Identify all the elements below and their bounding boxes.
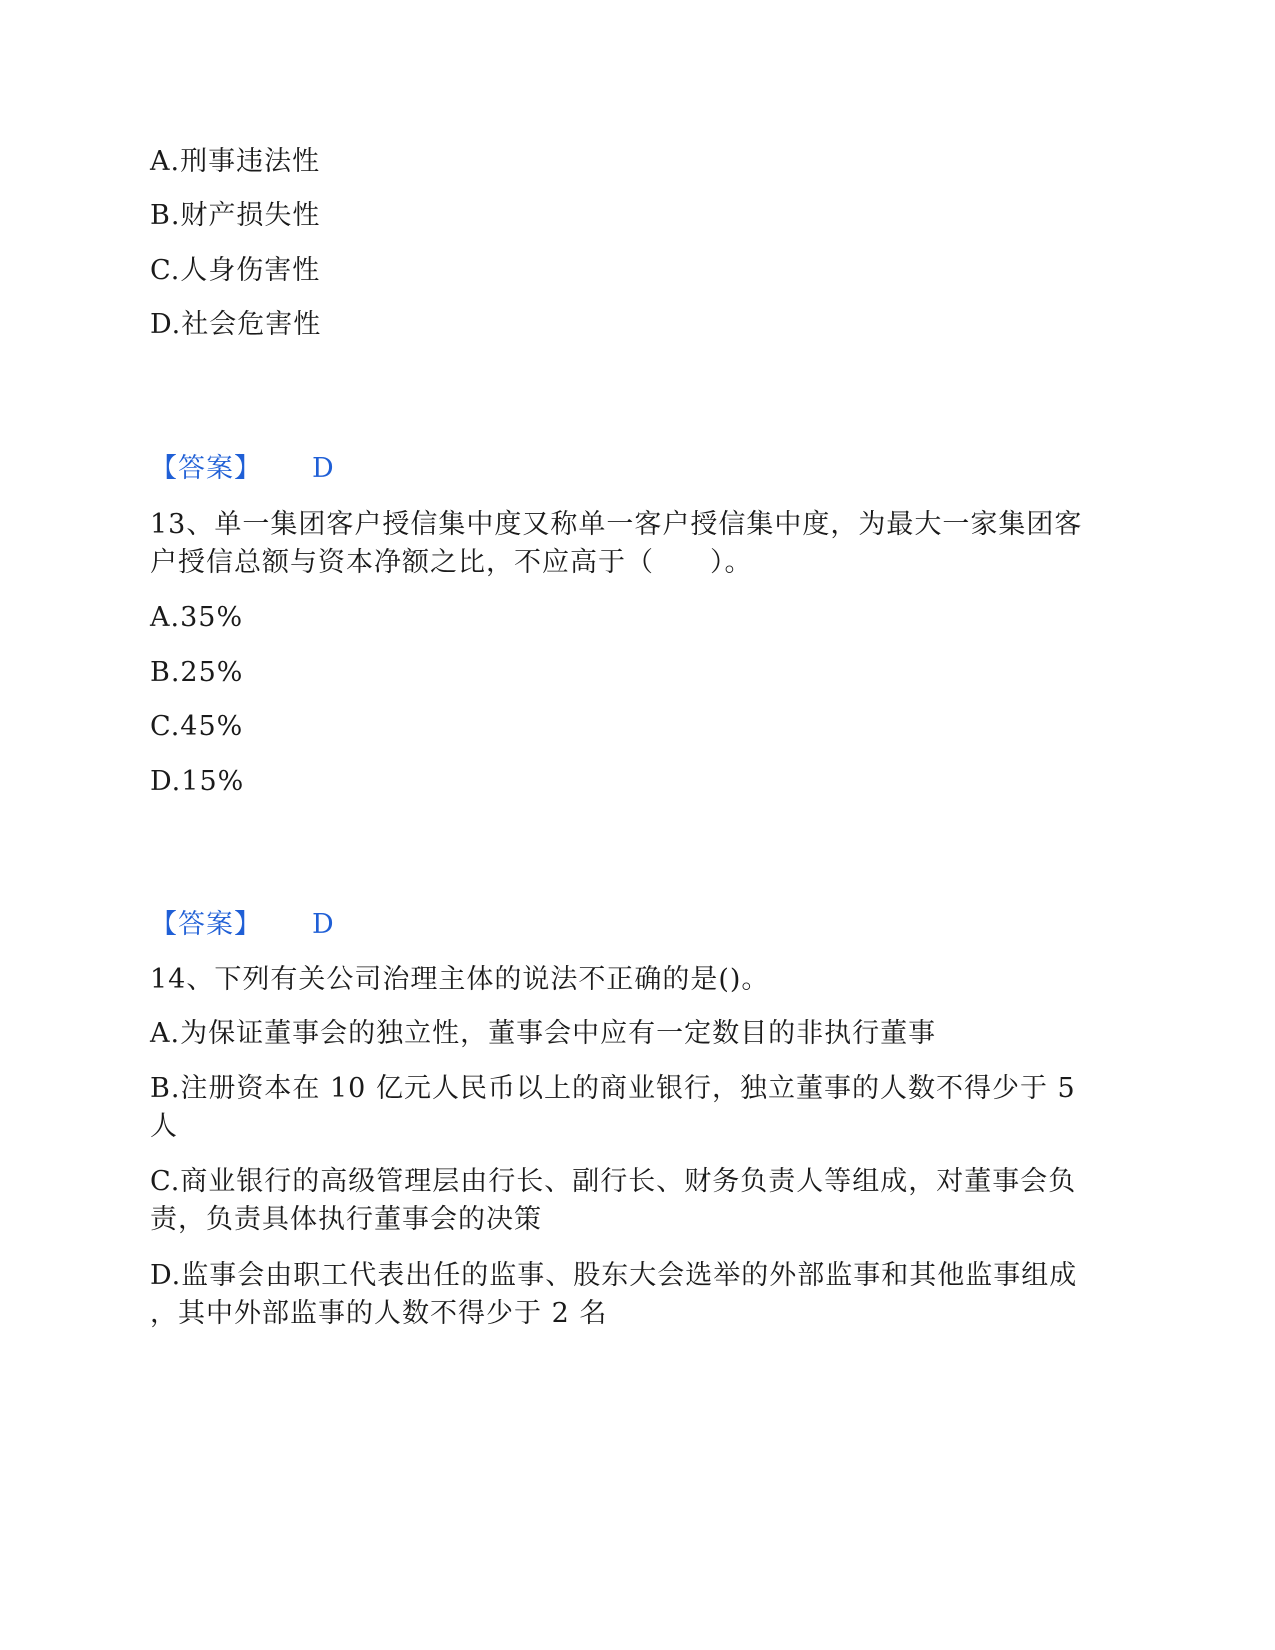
q13-stem-line1: 13、单一集团客户授信集中度又称单一客户授信集中度，为最大一家集团客 (150, 509, 1083, 540)
q14-option-c-line1: C.商业银行的高级管理层由行长、副行长、财务负责人等组成，对董事会负 (150, 1166, 1077, 1197)
q13-option-a: A.35% (150, 602, 244, 633)
q12-option-d: D.社会危害性 (150, 309, 322, 340)
q12-option-b: B.财产损失性 (150, 200, 321, 231)
q12-option-c: C.人身伤害性 (150, 255, 321, 286)
q14-option-d-line1: D.监事会由职工代表出任的监事、股东大会选举的外部监事和其他监事组成 (150, 1260, 1078, 1291)
answer-value: D (312, 453, 335, 484)
q12-answer (150, 449, 1110, 489)
q13-answer (150, 905, 1110, 945)
q14-stem: 14、下列有关公司治理主体的说法不正确的是()。 (150, 964, 770, 995)
answer-value: D (312, 909, 335, 940)
q14-option-d-line2: ，其中外部监事的人数不得少于 2 名 (150, 1298, 608, 1329)
q12-option-a: A.刑事违法性 (150, 146, 321, 177)
q14-option-b-line1: B.注册资本在 10 亿元人民币以上的商业银行，独立董事的人数不得少于 5 (150, 1073, 1076, 1104)
q13-option-b: B.25% (150, 657, 244, 688)
q14-option-a: A.为保证董事会的独立性，董事会中应有一定数目的非执行董事 (150, 1018, 937, 1049)
q14-option-c-line2: 责，负责具体执行董事会的决策 (150, 1204, 542, 1235)
q14-option-b-line2: 人 (150, 1111, 178, 1142)
answer-label: 【答案】 (150, 453, 262, 484)
q13-option-d: D.15% (150, 766, 245, 797)
q13-option-c: C.45% (150, 711, 244, 742)
q13-stem-line2: 户授信总额与资本净额之比，不应高于（ ）。 (150, 547, 753, 578)
answer-label: 【答案】 (150, 909, 262, 940)
